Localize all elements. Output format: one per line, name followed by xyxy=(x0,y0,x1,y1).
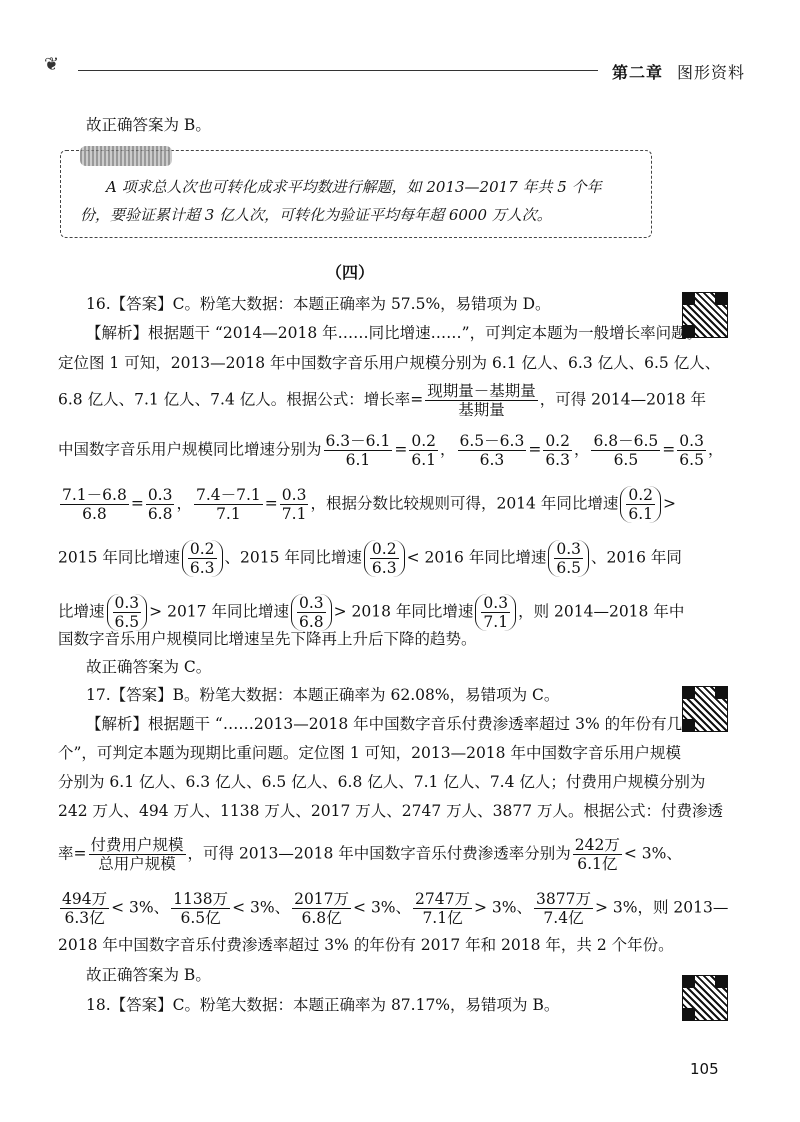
fraction xyxy=(60,890,109,927)
formula-fraction xyxy=(89,836,186,873)
text: 、2016 年同 xyxy=(591,548,682,567)
fraction xyxy=(409,432,438,469)
numerator: 2747万 xyxy=(415,890,470,908)
fraction xyxy=(188,540,217,577)
fraction xyxy=(458,432,527,469)
denominator: 6.3 xyxy=(479,451,505,469)
text: > 2017 年同比增速 xyxy=(149,602,289,621)
numerator: 242万 xyxy=(574,836,620,854)
text: 率= xyxy=(58,844,87,863)
answer-line: 故正确答案为 B。 xyxy=(86,116,211,134)
fraction xyxy=(324,432,393,469)
q16-analysis-5: $\frac{7.1-6.8}{6.8}$ = $\frac{0.3}{6.8}$ ， $\frac{7.4-7.1}{7.1}$ = $\frac{0.3}{7.1}$ ，根据分数比较规则可得，2014 年同比增速 $\frac{0.2}{6.1}$ > xyxy=(62,486,676,523)
denominator: 6.3亿 xyxy=(64,909,105,927)
tip-text-1: A 项求总人次也可转化成求平均数进行解题，如 2013—2017 年共 5 个年 xyxy=(106,178,602,196)
q17-analysis-4: 242 万人、494 万人、1138 万人、2017 万人、2747 万人、3877 万人。根据公式：付费渗透 xyxy=(58,802,724,820)
qr-code-icon[interactable] xyxy=(682,686,728,732)
numerator: 2017万 xyxy=(294,890,350,908)
q17-analysis-3: 分别为 6.1 亿人、6.3 亿人、6.5 亿人、6.8 亿人、7.1 亿人、7.4 亿人；付费用户规模分别为 xyxy=(58,773,706,791)
numerator: 0.2 xyxy=(628,486,653,504)
q16-analysis-7 xyxy=(58,594,684,631)
text: 6.8 亿人、7.1 亿人、7.4 亿人。根据公式：增长率= xyxy=(58,390,424,409)
q18-answer: 18.【答案】C。粉笔大数据：本题正确率为 87.17%，易错项为 B。 xyxy=(86,996,560,1014)
denominator: 总用户规模 xyxy=(98,855,176,873)
text: < 3%、 xyxy=(111,898,170,917)
numerator: 0.3 xyxy=(147,486,173,504)
q17-analysis-5 xyxy=(58,836,682,873)
denominator: 6.8亿 xyxy=(301,909,342,927)
numerator: 0.2 xyxy=(545,432,570,450)
text: 2015 年同比增速 xyxy=(58,548,180,567)
text: < 3%、 xyxy=(623,844,682,863)
text: 中国数字音乐用户规模同比增速分别为 xyxy=(58,440,322,459)
paren-fraction xyxy=(475,594,516,631)
numerator: 3877万 xyxy=(536,890,591,908)
chapter-label: 第二章 xyxy=(612,63,664,82)
q17-analysis-2: 个”，可判定本题为现期比重问题。定位图 1 可知，2013—2018 年中国数字音乐用户规模 xyxy=(58,744,681,762)
q16-conclusion: 故正确答案为 C。 xyxy=(86,658,212,676)
numerator: 0.3 xyxy=(679,432,704,450)
q16-analysis-4: 中国数字音乐用户规模同比增速分别为 $\frac{6.3-6.1}{6.1}$ = $\frac{0.2}{6.1}$ ， $\frac{6.5-6.3}{6.3}$ = $\frac{0.2}{6.3}$ ， $\frac{6.8-6.5}{6.5}$ = $\frac{0.3}{6.5}$ ， xyxy=(58,432,724,469)
text: < 3%、 xyxy=(353,898,412,917)
numerator: 7.4－7.1 xyxy=(195,486,261,504)
denominator: 6.1 xyxy=(345,451,371,469)
numerator: 0.3 xyxy=(114,594,140,612)
fraction xyxy=(543,432,572,469)
text: < 2016 年同比增速 xyxy=(406,548,547,567)
numerator: 0.2 xyxy=(189,540,215,558)
chapter-title: 图形资料 xyxy=(677,63,746,82)
denominator: 6.1 xyxy=(628,505,653,523)
paren-fraction xyxy=(548,540,589,577)
fraction xyxy=(626,486,655,523)
text: ，可得 2013—2018 年中国数字音乐付费渗透率分别为 xyxy=(187,844,571,863)
fraction xyxy=(292,890,351,927)
q16-analysis-2: 定位图 1 可知，2013—2018 年中国数字音乐用户规模分别为 6.1 亿人、6.3 亿人、6.5 亿人、 xyxy=(58,354,721,372)
text: > 2018 年同比增速 xyxy=(333,602,474,621)
fraction xyxy=(554,540,583,577)
denominator: 6.8 xyxy=(147,505,173,523)
fraction xyxy=(413,890,472,927)
fraction xyxy=(573,836,622,873)
numerator: 现期量－基期量 xyxy=(427,382,536,400)
text: 比增速 xyxy=(58,602,105,621)
q16-answer: 16.【答案】C。粉笔大数据：本题正确率为 57.5%，易错项为 D。 xyxy=(86,295,551,313)
denominator: 6.3 xyxy=(545,451,570,469)
numerator: 1138万 xyxy=(173,890,229,908)
text: ，则 2014—2018 年中 xyxy=(518,602,685,621)
numerator: 494万 xyxy=(62,890,108,908)
fraction xyxy=(171,890,230,927)
q16-analysis-6 xyxy=(58,540,682,577)
paren-fraction xyxy=(107,594,148,631)
q17-conclusion: 故正确答案为 B。 xyxy=(86,966,211,984)
q16-analysis-3 xyxy=(58,382,706,419)
page-number: 105 xyxy=(690,1060,719,1078)
fraction xyxy=(60,486,129,523)
fraction xyxy=(113,594,142,631)
numerator: 0.3 xyxy=(483,594,509,612)
numerator: 付费用户规模 xyxy=(90,836,184,854)
fraction xyxy=(481,594,510,631)
formula-fraction xyxy=(425,382,538,419)
q16-analysis-8: 国数字音乐用户规模同比增速呈先下降再上升后下降的趋势。 xyxy=(58,630,477,648)
denominator: 6.5 xyxy=(613,451,639,469)
q17-answer: 17.【答案】B。粉笔大数据：本题正确率为 62.08%，易错项为 C。 xyxy=(86,686,560,704)
text: < 3%、 xyxy=(232,898,291,917)
numerator: 0.3 xyxy=(281,486,307,504)
fraction xyxy=(297,594,326,631)
fraction xyxy=(146,486,175,523)
text: > 3%、 xyxy=(474,898,533,917)
text: ，可得 2014—2018 年 xyxy=(539,390,706,409)
denominator: 7.1亿 xyxy=(422,909,463,927)
q17-analysis-7: 2018 年中国数字音乐付费渗透率超过 3% 的年份有 2017 年和 2018 年，共 2 个年份。 xyxy=(58,936,674,954)
numerator: 0.2 xyxy=(411,432,436,450)
header-rule xyxy=(78,70,598,71)
denominator: 7.1 xyxy=(281,505,307,523)
denominator: 7.4亿 xyxy=(543,909,584,927)
denominator: 6.5 xyxy=(679,451,704,469)
paren-fraction xyxy=(291,594,332,631)
tip-title-badge xyxy=(80,146,172,166)
sprout-icon: ❦ xyxy=(44,54,60,75)
denominator: 基期量 xyxy=(458,401,505,419)
numerator: 7.1－6.8 xyxy=(62,486,127,504)
tip-text-2: 份，要验证累计超 3 亿人次，可转化为验证平均每年超 6000 万人次。 xyxy=(80,206,552,224)
paren-fraction xyxy=(620,486,661,523)
q17-analysis-6 xyxy=(58,890,728,927)
numerator: 6.5－6.3 xyxy=(459,432,525,450)
fraction xyxy=(194,486,263,523)
denominator: 6.1亿 xyxy=(577,855,618,873)
numerator: 0.2 xyxy=(371,540,397,558)
fraction xyxy=(370,540,399,577)
numerator: 6.8－6.5 xyxy=(593,432,659,450)
q17-analysis-1: 【解析】根据题干 “……2013—2018 年中国数字音乐付费渗透率超过 3% 的年份有几 xyxy=(86,715,683,733)
numerator: 0.3 xyxy=(556,540,582,558)
denominator: 6.8 xyxy=(82,505,107,523)
text: 、2015 年同比增速 xyxy=(224,548,362,567)
fraction xyxy=(280,486,309,523)
fraction xyxy=(677,432,706,469)
denominator: 6.3 xyxy=(189,559,215,577)
running-header xyxy=(612,60,745,83)
paren-fraction xyxy=(364,540,405,577)
fraction xyxy=(534,890,593,927)
section-title: （四） xyxy=(325,263,374,282)
fraction xyxy=(591,432,660,469)
denominator: 6.1 xyxy=(411,451,436,469)
denominator: 6.5 xyxy=(114,613,140,631)
q16-analysis-1: 【解析】根据题干 “2014—2018 年……同比增速……”，可判定本题为一般增长率问题。 xyxy=(86,324,703,342)
denominator: 6.8 xyxy=(298,613,324,631)
paren-fraction xyxy=(182,540,223,577)
qr-code-icon[interactable] xyxy=(682,975,728,1021)
denominator: 6.3 xyxy=(371,559,397,577)
text: > 3%，则 2013— xyxy=(594,898,729,917)
denominator: 7.1 xyxy=(483,613,509,631)
numerator: 6.3－6.1 xyxy=(325,432,391,450)
denominator: 6.5亿 xyxy=(180,909,221,927)
text: ，根据分数比较规则可得，2014 年同比增速 xyxy=(310,494,619,513)
denominator: 6.5 xyxy=(556,559,582,577)
denominator: 7.1 xyxy=(216,505,241,523)
numerator: 0.3 xyxy=(298,594,324,612)
